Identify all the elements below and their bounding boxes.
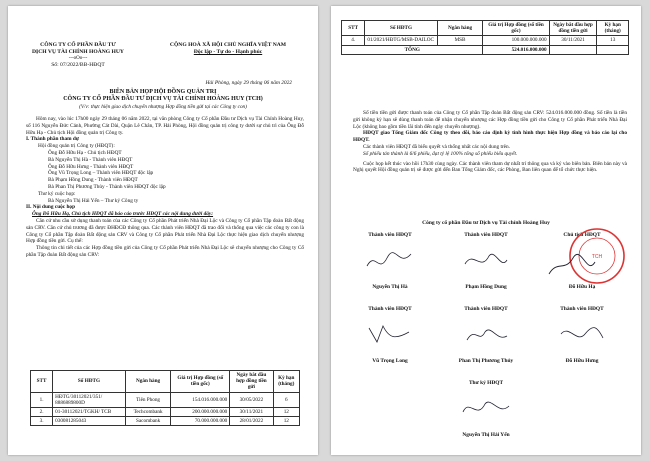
signature-scribble-icon [461,246,511,276]
col-value: Giá trị Hợp đồng (số tiền gốc) [171,371,230,393]
signature-block [335,306,445,364]
cell-stt: 1. [31,392,53,407]
cell-bank: Techcombank [125,408,171,417]
signatory-name: Phạm Hồng Dung [465,284,507,290]
intro-text: Hôm nay, vào lúc 17h00 ngày 29 tháng 06 năm 2022, tại văn phòng Công ty Cổ phần Đầu tư Dịch vụ Tài Chính Hoàng Huy, số 116 Nguyễn Đức Cảnh, Phường Cát Dài, Quận Lê Chân, TP. Hải Phòng, Hội đồng quản trị công ty dưới sự chủ trì của Ông Đỗ Hữu Hạ - Chủ tịch Hội đồng quản trị Công ty. [26,116,304,136]
col-bank: Ngân hàng [125,371,171,393]
cell-date: 30/11/2021 [230,408,273,417]
cell-term: 12 [273,417,299,426]
closing-paragraph: Cuộc họp kết thúc vào hồi 17h30 cùng ngày. Các thành viên tham dự nhất trí thông qua và ký vào biên bản. Biên bản này và Nghị quyết Hội đồng quản trị sẽ được gửi đến Ban Tổng Giám đốc, các Phòng, Ban liên quan để tổ chức thực hiện. [353,160,627,174]
cell-bank: MSB [437,36,483,45]
signatory-name: Đỗ Hữu Hưng [565,358,599,364]
signature-role: Thành viên HĐQT [560,306,604,312]
secretary-name: Bà Nguyễn Thị Hải Yến – Thư ký Công ty [48,197,139,204]
table-header-row [342,21,629,36]
vote-paragraph: Các thành viên HĐQT đã biểu quyết và thống nhất các nội dung trên. [363,143,510,150]
cell-term: 6 [273,392,299,407]
signatory-name: Phan Thị Phương Thủy [458,358,514,364]
table-row [31,408,300,417]
header-separator: ---oOo--- [68,55,88,61]
signature-role: Chủ tịch HĐQT [563,232,601,238]
nation-title: CỘNG HOÀ XÃ HỘI CHỦ NGHĨA VIỆT NAM [169,42,287,48]
cell-stt: 3. [31,417,53,426]
table-row [31,392,300,407]
signature-block [431,306,541,364]
total-value: 524.016.000.000 [483,45,549,54]
secretary-label: Thư ký cuộc họp: [38,190,76,197]
table-header-row [31,371,300,393]
cell-value: 200.000.000.000 [171,408,230,417]
nation-header [148,42,308,56]
cell-contract-no: 01/2021/HĐTG/MSB-DAILOC [365,36,437,45]
col-bank: Ngân hàng [437,21,483,36]
signature-block [335,232,445,290]
cell-contract-no: 01-30112021/TGKH/ TCB [53,408,126,417]
cell-term: 12 [273,408,299,417]
signatory-name: Vũ Trọng Long [372,358,408,364]
place-date: Hải Phòng, ngày 29 tháng 06 năm 2022 [205,80,292,86]
table-row [31,417,300,426]
cell-bank: Sacombank [125,417,171,426]
svg-text:TCH: TCH [591,254,603,260]
cell-stt: 2. [31,408,53,417]
member-item: Bà Nguyễn Thị Hà - Thành viên HĐQT [48,156,133,163]
nation-motto: Độc lập - Tự do - Hạnh phúc [193,48,263,55]
cell-contract-no: HĐTG/30112021/351/ 8886889800D [53,392,126,407]
company-name-line1: CÔNG TY CỔ PHẦN ĐẦU TƯ [40,42,116,48]
signature-scribble-icon [461,394,511,424]
payment-paragraph: Số tiền tiền gửi được thanh toán của Công ty Cổ phần Tập đoàn Bất động sản CRV: 524.016.000.000 đồng. Số tiền là tiền gửi không kỳ hạn sẽ dùng thanh toán để nhận chuyển nhượng các Hợp đồng tiền gửi cho Công ty Cổ phần Phát triển Nhà Đại Lộc (không bao gồm tiền lãi tính đến ngày chuyển nhượng). [353,110,627,130]
intro-paragraph [26,116,304,259]
signature-role: Thư ký HĐQT [468,380,504,386]
member-item: Ông Vũ Trọng Long – Thành viên HĐQT độc lập [48,170,154,177]
board-label: Hội đồng quản trị Công ty (HĐQT): [38,143,115,150]
col-value: Giá trị Hợp đồng (số tiền gốc) [483,21,549,36]
document-page-1 [8,6,318,455]
signature-scribble-icon [461,320,511,350]
signature-block [431,380,541,438]
document-title [8,89,318,103]
member-item: Bà Phan Thị Phương Thủy - Thành viên HĐQT độc lập [48,183,166,190]
col-stt: STT [342,21,365,36]
cell-value: 70.000.000.000 [171,417,230,426]
signature-role: Thành viên HĐQT [368,232,412,238]
col-stt: STT [31,371,53,393]
signature-role: Thành viên HĐQT [368,306,412,312]
document-subtitle: (V/v: thực hiện giao dịch chuyển nhượng Hợp đồng tiền gửi tại các Công ty con) [79,104,247,110]
member-item: Ông Đỗ Hữu Hưng - Thành viên HĐQT [48,163,134,170]
deposit-table-part1 [30,370,300,426]
document-page-2 [331,6,641,455]
cell-value: 100.000.000.000 [483,36,549,45]
col-start-date: Ngày bắt đầu hợp đồng tiền gửi [230,371,273,393]
col-term: Kỳ hạn (tháng) [273,371,299,393]
resolution-text [353,110,627,174]
assignment-paragraph: HĐQT giao Tổng Giám đốc Công ty theo dõi, báo cáo định kỳ tình hình thực hiện Hợp đồng và báo cáo lại cho HĐQT. [353,130,627,144]
col-contract-no: Số HĐTG [365,21,437,36]
deposit-table-part2 [341,20,629,55]
section1-heading: I. Thành phần tham dự [26,136,79,143]
board-members [26,150,304,191]
signature-role: Thành viên HĐQT [464,232,508,238]
cell-date: 30/05/2022 [230,392,273,407]
title-line2: CÔNG TY CỔ PHẦN ĐẦU TƯ DỊCH VỤ TÀI CHÍNH HOÀNG HUY (TCH) [63,96,263,103]
section2-lead: Ông Đỗ Hữu Hạ, Chủ tịch HĐQT đã báo cáo trước HĐQT các nội dung dưới đây: [32,211,214,218]
cell-term: 13 [597,36,629,45]
signature-scribble-icon [365,320,415,350]
signature-block [527,232,637,290]
signatory-name: Đỗ Hữu Hạ [568,284,596,290]
cell-date: 28/01/2022 [230,417,273,426]
signature-block [527,306,637,364]
section2-paragraph: Căn cứ nhu cầu sử dụng thanh toán của các Công ty Cổ phần Phát triển Nhà Đại Lộc và Công ty Cổ phần Tập đoàn Bất động sản CRV. Căn cứ chủ trương đã được ĐHĐCĐ thông qua. Các thành viên HĐQT đã trao đổi và thống qua việc các công ty con là Công ty Cổ phần Tập đoàn Bất động sản CRV và Công ty Cổ phần Phát triển Nhà Đại Lộc thực hiện giao dịch chuyển nhượng Hợp đồng tiền gửi. Cụ thể: [26,217,304,245]
title-line1: BIÊN BẢN HỌP HỘI ĐỒNG QUẢN TRỊ [109,89,217,95]
cell-date: 30/11/2021 [549,36,597,45]
cell-contract-no: 030081285043 [53,417,126,426]
signature-company: Công ty cổ phần Đầu tư Dịch vụ Tài chính Hoàng Huy [422,220,550,226]
signature-scribble-icon [557,320,607,350]
cell-bank: Tiên Phong [125,392,171,407]
total-label: TỔNG [342,45,483,54]
signatory-name: Nguyễn Thị Hà [372,284,408,290]
member-item: Bà Phạm Hồng Dung - Thành viên HĐQT [48,177,138,184]
company-name-line2: DỊCH VỤ TÀI CHÍNH HOÀNG HUY [32,48,124,55]
section2-bullet: Thông tin chi tiết của các Hợp đồng tiền gửi của Công ty Cổ phần Phát triển Nhà Đại Lộc sẽ chuyển nhượng cho Công ty Cổ phần Tập đoàn Bất động sản CRV: [26,245,304,258]
table-row [342,36,629,45]
signature-scribble-icon [365,246,415,276]
member-item: Ông Đỗ Hữu Hạ - Chủ tịch HĐQT [48,149,122,156]
cell-value: 154.016.000.000 [171,392,230,407]
vote-result: Số phiếu tán thành là 6/6 phiếu, đạt tỷ lệ 100% tổng số phiếu biểu quyết. [363,150,518,157]
signature-role: Thành viên HĐQT [464,306,508,312]
col-start-date: Ngày bắt đầu hợp đồng tiền gửi [549,21,597,36]
cell-stt: 4. [342,36,365,45]
col-contract-no: Số HĐTG [53,371,126,393]
col-term: Kỳ hạn (tháng) [597,21,629,36]
section2-heading: II. Nội dung cuộc họp [26,204,76,211]
signature-block [431,232,541,290]
company-header [22,42,134,69]
table-total-row [342,45,629,54]
document-number: Số: 07/2022/BB-HĐQT [51,62,105,69]
signatory-name: Nguyễn Thị Hải Yến [462,432,510,438]
document-header [22,42,308,74]
signature-scribble-icon [547,252,597,282]
